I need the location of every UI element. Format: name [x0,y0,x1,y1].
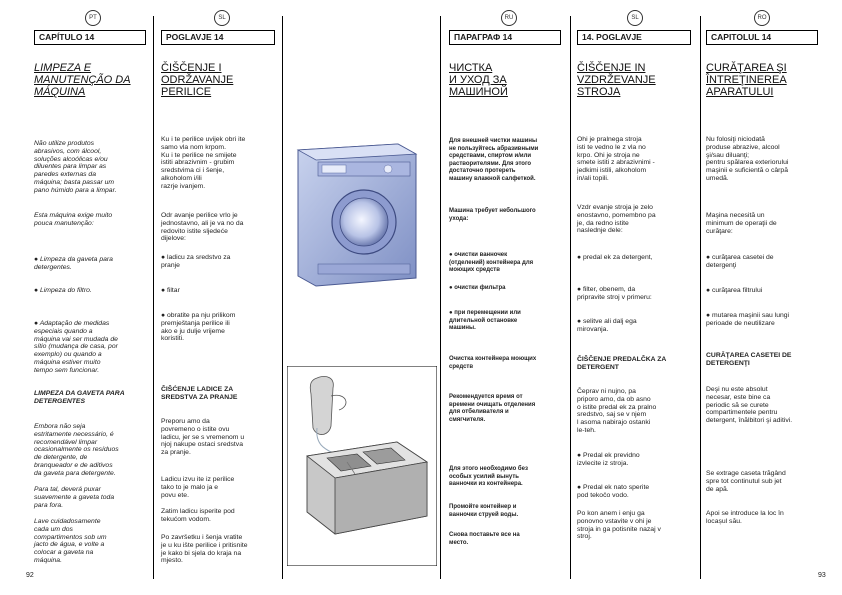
language-badge: PT [85,10,101,26]
paragraph: Машина требует небольшого ухода: [449,208,536,222]
detergent-drawer-illustration [287,366,437,566]
chapter-label: POGLAVJE 14 [161,30,275,45]
subheading: CURĂŢAREA CASETEI DE DETERGENŢI [706,352,792,367]
subheading: Очистка контейнера моющих средств [449,356,537,370]
paragraph: Zatim ladicu isperite pod tekućom vodom. [161,508,235,523]
section-title: ČIŠČENJE IN VZDRŽEVANJE STROJA [577,62,656,98]
list-item: ● predal ek za detergent, [577,254,653,261]
list-item: ● при перемещении или длительной остановке машины. [449,310,521,331]
subheading: LIMPEZA DA GAVETA PARA DETERGENTES [34,390,125,405]
list-item: ● obratite pa nju prilikom premještanja perilice ili ako e ju dulje vrijeme koristiti. [161,312,236,343]
paragraph: Ladicu izvu ite iz perilice tako to je malo ja e povu ete. [161,476,235,499]
section-title: LIMPEZA E MANUTENÇÃO DA MÁQUINA [34,62,131,98]
list-item: ● Limpeza da gaveta para detergentes. [34,256,113,271]
list-item: ● selitve ali dalj ega mirovanja. [577,318,637,333]
list-item: ● filtar [161,287,180,294]
paragraph: Apoi se introduce la loc în locașul său. [706,510,784,525]
paragraph: Ku i te perilice uvijek obri ite samo vla nom krpom. Ku i te perilice ne smijete istiti abrazivnim - grubim sredstvima ci i šenje, alkoholom i/ili razrje ivanjem. [161,136,246,190]
list-item: ● Adaptação de medidas especiais quando a máquina vai ser mudada de sítio (mudança de casa, por exemplo) ou quando a máquina estiver muito tempo sem funcionar. [34,320,118,374]
washing-machine-illustration [288,140,423,288]
paragraph: Para tal, deverá puxar suavemente a gaveta toda para fora. [34,486,115,509]
list-item: ● Limpeza do filtro. [34,287,92,294]
section-title: ČIŠČENJE I ODRŽAVANJE PERILICE [161,62,234,98]
chapter-label: CAPÍTULO 14 [34,30,146,45]
subheading: ČIŠČENJE PREDALČKA ZA DETERGENT [577,356,667,371]
list-item: ● ladicu za sredstvo za pranje [161,254,231,269]
paragraph: Рекомендуется время от времени очищать отделения для отбеливателя и смягчителя. [449,394,536,423]
paragraph: Vzdr evanje stroja je zelo enostavno, pomembno pa je, da redno istite naslednje dele: [577,204,656,235]
paragraph: Lave cuidadosamente cada um dos compartimentos sob um jacto de água, e volte a colocar a gaveta na máquina. [34,518,107,564]
paragraph: Nu folosiţi niciodată produse abrazive, alcool şi/sau diluanţi; pentru spălarea exteriorului maşinii e suficientă o cârpă umedă. [706,136,789,182]
language-badge: RO [754,10,770,26]
list-item: ● Predal ek previdno izvlecite iz stroja. [577,452,640,467]
list-item: ● очистки ванночек (отделений) контейнера для моющих средств [449,252,534,273]
paragraph: Po kon anem i enju ga ponovno vstavite v ohi je stroja in ga potisnite nazaj v stroj. [577,510,661,541]
paragraph: Esta máquina exige muito pouca manutenção: [34,212,113,227]
chapter-label: CAPITOLUL 14 [706,30,818,45]
subheading: ČIŠĆENJE LADICE ZA SREDSTVA ZA PRANJE [161,386,238,401]
language-badge: RU [501,10,517,26]
list-item: ● Predal ek nato sperite pod tekočo vodo. [577,484,650,499]
column-divider [153,16,154,579]
language-badge: SL [214,10,230,26]
column-divider [570,16,571,579]
chapter-label: ПАРАГРАФ 14 [449,30,561,45]
chapter-label: 14. POGLAVJE [577,30,691,45]
paragraph: Ohi je pralnega stroja isti te vedno le z vla no krpo. Ohi je stroja ne smete istiti z abrazivnimi - jedkimi istili, alkoholom in/ali topili. [577,136,655,182]
language-badge: SL [627,10,643,26]
paragraph: Čeprav ni nujno, pa priporo amo, da ob asno o istite predal ek za pralno sredstvo, saj se v njem l asoma nabirajo ostanki le-teh. [577,388,657,434]
paragraph: Deşi nu este absolut necesar, este bine ca periodic să se curete compartimentele pentru detergent, înălbitori şi aditivi. [706,386,793,425]
page-number-right: 93 [818,572,826,579]
paragraph: Снова поставьте все на место. [449,532,520,546]
paragraph: Se extrage caseta trăgând spre tot continutul sub jet de apă. [706,470,786,493]
list-item: ● очистки фильтра [449,285,506,291]
section-title: CURĂŢAREA ŞI ÎNTREŢINEREA APARATULUI [706,62,787,98]
list-item: ● curăţarea filtrului [706,287,763,294]
column-divider [440,16,441,579]
list-item: ● filter, obenem, da pripravite stroj v primeru: [577,286,652,301]
paragraph: Odr avanje perilice vrlo je jednostavno, ali je va no da redovito istite sljedeće dijelove: [161,212,244,243]
paragraph: Для внешней чистки машины не пользуйтесь абразивными средствами, спиртом и/или растворителями. Для этого достаточно протереть машину влажной салфеткой. [449,138,539,182]
paragraph: Для этого необходимо без особых усилий вынуть ванночки из контейнера. [449,466,528,487]
list-item: ● curăţarea casetei de detergenţi [706,254,774,269]
page-number-left: 92 [26,572,34,579]
section-title: ЧИСТКА И УХОД ЗА МАШИНОЙ [449,62,508,98]
column-divider [700,16,701,579]
paragraph: Po završetku i šenja vratite je u ku ište perilice i pritisnite je kako bi sjela do kraja na mjesto. [161,534,248,565]
paragraph: Preporu amo da povremeno o istite ovu ladicu, jer se s vremenom u njoj nakupe ostaci sredstva za pranje. [161,418,245,457]
list-item: ● mutarea maşinii sau lungi perioade de neutilizare [706,312,790,327]
paragraph: Embora não seja estritamente necessário, é recomendável limpar ocasionalmente os resíduos de detergente, de branqueador e de aditivos da gaveta para detergente. [34,423,119,477]
paragraph: Não utilize produtos abrasivos, com álcool, soluções alcoólicas e/ou diluentes para limpar as paredes externas da máquina; basta passar um pano húmido para a limpar. [34,140,117,194]
paragraph: Промойте контейнер и ванночки струей воды. [449,504,519,518]
paragraph: Maşina necesită un minimum de operaţii de curăţare: [706,212,777,235]
column-divider [282,16,283,579]
